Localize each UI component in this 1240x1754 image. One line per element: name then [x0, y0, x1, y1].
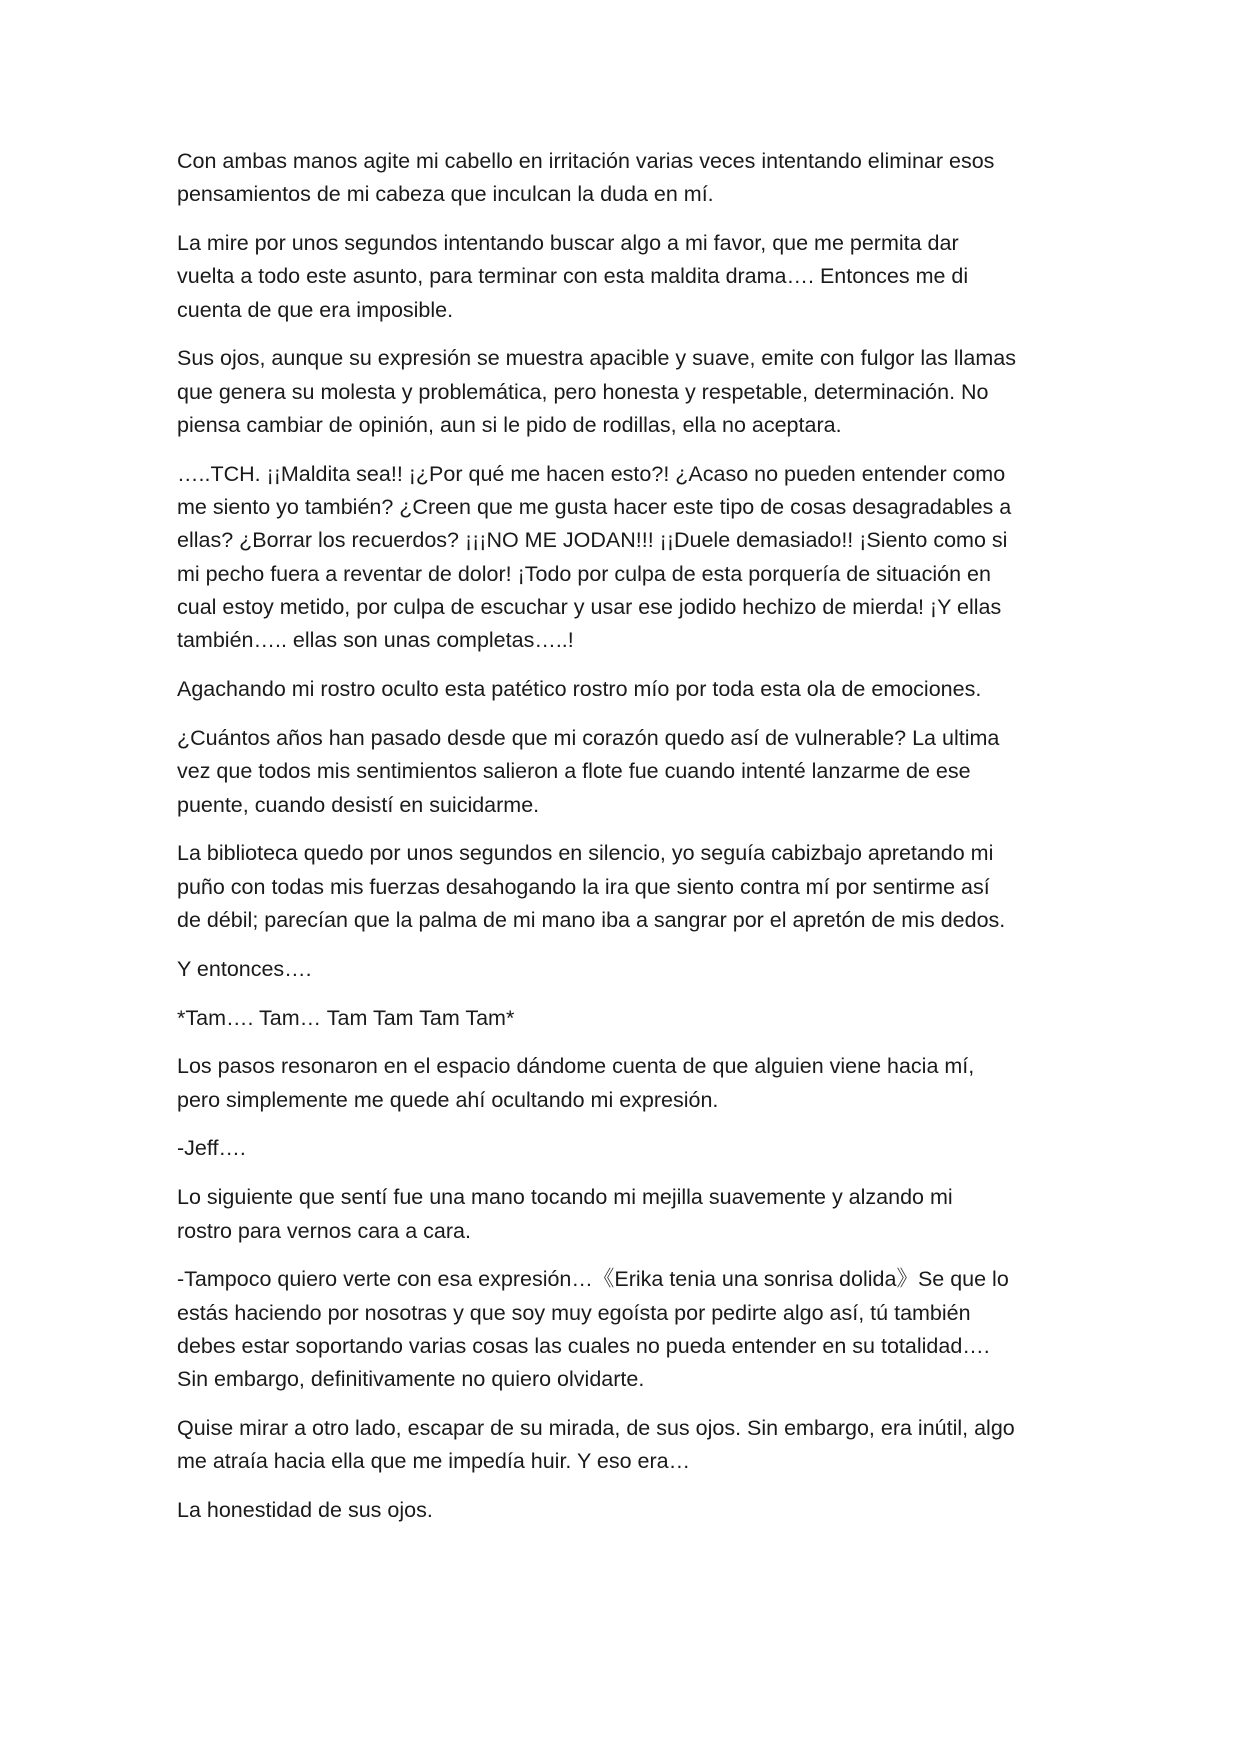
paragraph-1: Con ambas manos agite mi cabello en irritación varias veces intentando eliminar esos pensamientos de mi cabeza que inculcan la duda en mí.: [177, 149, 995, 207]
paragraph-3: Sus ojos, aunque su expresión se muestra apacible y suave, emite con fulgor las llamas que genera su molesta y problemática, pero honesta y respetable, determinación. No piensa cambiar de opinión, aun si le pido de rodillas, ella no aceptara.: [177, 346, 1016, 438]
paragraph-2: La mire por unos segundos intentando buscar algo a mi favor, que me permita dar vuelta a todo este asunto, para terminar con esta maldita drama…. Entonces me di cuenta de que era imposible.: [177, 231, 969, 322]
paragraph-14: Quise mirar a otro lado, escapar de su mirada, de sus ojos. Sin embargo, era inútil, algo me atraía hacia ella que me impedía huir. Y eso era…: [177, 1416, 1015, 1474]
paragraph-9: *Tam…. Tam… Tam Tam Tam Tam*: [177, 1005, 515, 1030]
paragraph-5: Agachando mi rostro oculto esta patético rostro mío por toda esta ola de emociones.: [177, 677, 982, 702]
paragraph-15: La honestidad de sus ojos.: [177, 1498, 433, 1523]
paragraph-7: La biblioteca quedo por unos segundos en silencio, yo seguía cabizbajo apretando mi puño con todas mis fuerzas desahogando la ira que siento contra mí por sentirme así de débil; parecían que la palma de mi mano iba a sangrar por el apretón de mis dedos.: [177, 841, 1006, 932]
paragraph-8: Y entonces….: [177, 956, 312, 981]
document-page: [177, 145, 1077, 1543]
paragraph-6: ¿Cuántos años han pasado desde que mi corazón quedo así de vulnerable? La ultima vez que todos mis sentimientos salieron a flote fue cuando intenté lanzarme de ese puente, cuando desistí en suicidarme.: [177, 725, 1000, 817]
paragraph-10: Los pasos resonaron en el espacio dándome cuenta de que alguien viene hacia mí, pero simplemente me quede ahí ocultando mi expresión.: [177, 1054, 975, 1112]
paragraph-13: -Tampoco quiero verte con esa expresión…《Erika tenia una sonrisa dolida》Se que lo estás haciendo por nosotras y que soy muy egoísta por pedirte algo así, tú también debes estar soportando varias cosas las cuales no pueda entender en su totalidad…. Sin embargo, definitivamente no quiero olvidarte.: [177, 1267, 1009, 1392]
paragraph-4: …..TCH. ¡¡Maldita sea!! ¡¿Por qué me hacen esto?! ¿Acaso no pueden entender como me siento yo también? ¿Creen que me gusta hacer este tipo de cosas desagradables a ellas? ¿Borrar los recuerdos? ¡¡¡NO ME JODAN!!! ¡¡Duele demasiado!! ¡Siento como si mi pecho fuera a reventar de dolor! ¡Todo por culpa de esta porquería de situación en cual estoy metido, por culpa de escuchar y usar ese jodido hechizo de mierda! ¡Y ellas también….. ellas son unas completas…..!: [177, 461, 1012, 653]
paragraph-11: -Jeff….: [177, 1136, 246, 1161]
paragraph-12: Lo siguiente que sentí fue una mano tocando mi mejilla suavemente y alzando mi rostro para vernos cara a cara.: [177, 1185, 953, 1243]
